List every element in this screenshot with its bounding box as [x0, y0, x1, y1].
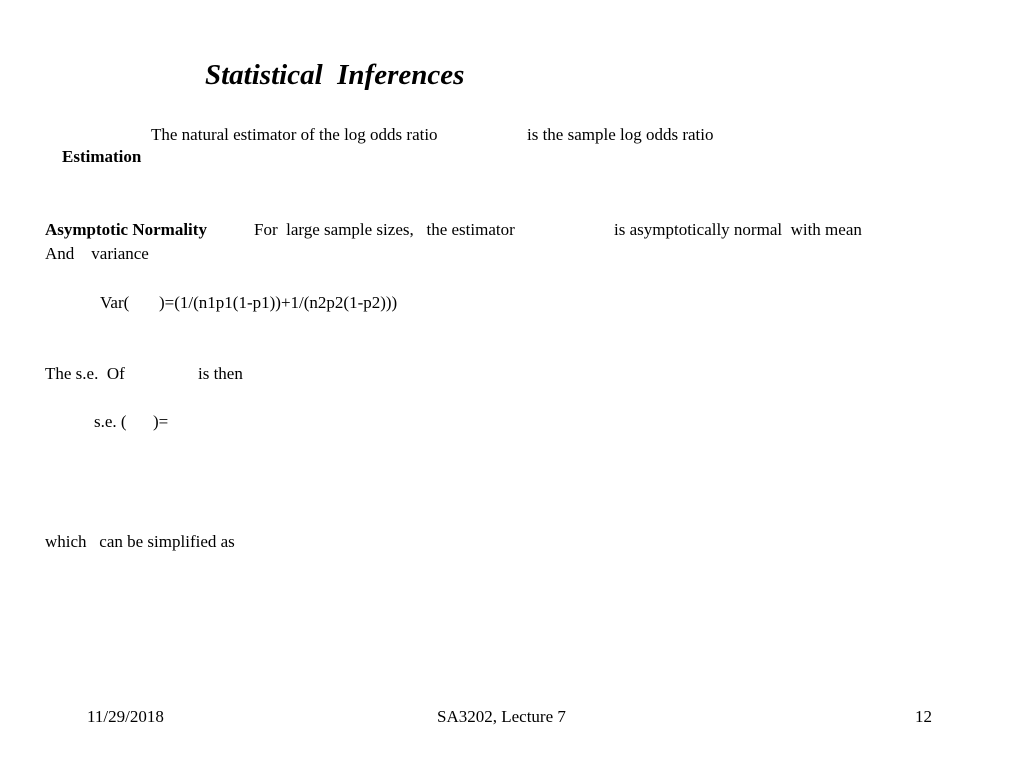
slide-title: Statistical Inferences: [205, 59, 465, 91]
estimation-line: [45, 124, 141, 190]
asymptotic-line-2: And variance: [45, 244, 149, 263]
variance-formula-left: Var(: [100, 293, 130, 312]
asymptotic-text-1: For large sample sizes, the estimator: [254, 220, 515, 239]
estimation-text-2: is the sample log odds ratio: [527, 125, 714, 144]
estimation-heading: Estimation: [62, 147, 142, 166]
simplified-text: which can be simplified as: [45, 532, 235, 551]
se-formula-right: )=: [153, 412, 169, 431]
asymptotic-text-2: is asymptotically normal with mean: [614, 220, 862, 239]
se-text-2: is then: [198, 364, 243, 383]
se-formula-left: s.e. (: [94, 412, 127, 431]
footer-date: 11/29/2018: [87, 707, 164, 726]
footer-course: SA3202, Lecture 7: [437, 707, 566, 726]
estimation-text-1: The natural estimator of the log odds ratio: [151, 125, 438, 144]
se-text-1: The s.e. Of: [45, 364, 125, 383]
asymptotic-heading: Asymptotic Normality: [45, 220, 207, 239]
variance-formula-right: )=(1/(n1p1(1-p1))+1/(n2p2(1-p2))): [159, 293, 398, 312]
footer-page-number: 12: [915, 707, 932, 726]
